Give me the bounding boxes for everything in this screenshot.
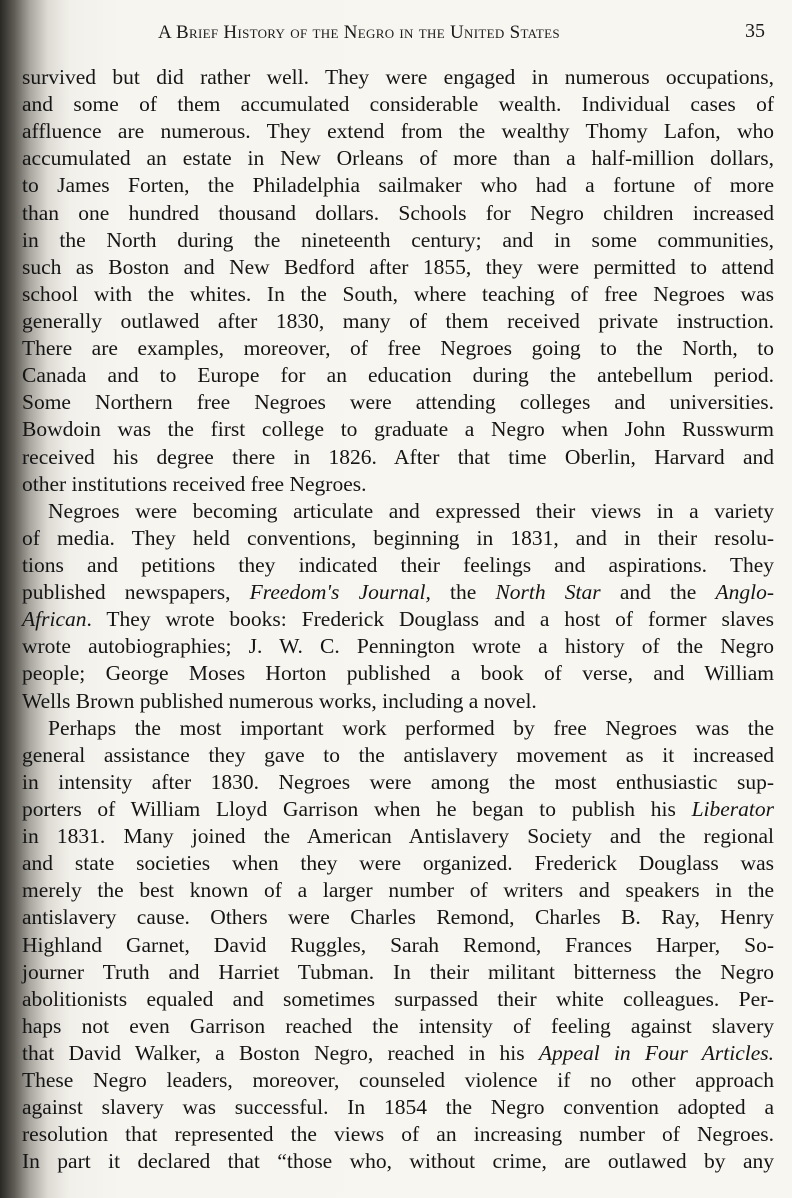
text-line: abolitionists equaled and sometimes surpassed their white colleagues. Per- [22, 986, 774, 1011]
text-line: in intensity after 1830. Negroes were among the most enthusiastic sup- [22, 769, 774, 794]
text-line: In part it declared that “those who, without crime, are outlawed by any [22, 1149, 774, 1174]
text-line: such as Boston and New Bedford after 1855, they were permitted to attend [22, 254, 774, 279]
body-text [22, 64, 774, 1175]
running-head: A Brief History of the Negro in the United States [158, 22, 560, 43]
text-line: in the North during the nineteenth century; and in some communities, [22, 227, 774, 252]
text-line: wrote autobiographies; J. W. C. Pennington wrote a history of the Negro [22, 634, 774, 659]
text-line: accumulated an estate in New Orleans of more than a half-million dollars, [22, 146, 774, 171]
text-line: people; George Moses Horton published a book of verse, and William [22, 661, 774, 686]
text-line: haps not even Garrison reached the intensity of feeling against slavery [22, 1013, 774, 1038]
text-line: journer Truth and Harriet Tubman. In their militant bitterness the Negro [22, 959, 774, 984]
page-number: 35 [745, 20, 765, 42]
text-line: generally outlawed after 1830, many of them received private instruction. [22, 308, 774, 333]
text-line: tions and petitions they indicated their feelings and aspirations. They [22, 552, 774, 577]
text-line: resolution that represented the views of an increasing number of Negroes. [22, 1122, 774, 1147]
text-line: affluence are numerous. They extend from the wealthy Thomy Lafon, who [22, 119, 774, 144]
text-line: received his degree there in 1826. After that time Oberlin, Harvard and [22, 444, 774, 469]
text-line: and some of them accumulated considerable wealth. Individual cases of [22, 92, 774, 117]
page-header [0, 18, 792, 48]
text-line: These Negro leaders, moreover, counseled violence if no other approach [22, 1068, 774, 1093]
text-line: merely the best known of a larger number of writers and speakers in the [22, 878, 774, 903]
text-line: published newspapers, Freedom's Journal, the North Star and the Anglo- [22, 580, 775, 605]
text-line: school with the whites. In the South, where teaching of free Negroes was [22, 281, 774, 306]
text-line: Wells Brown published numerous works, including a novel. [22, 688, 537, 713]
text-line: Perhaps the most important work performed by free Negroes was the [48, 715, 774, 740]
text-line: to James Forten, the Philadelphia sailmaker who had a fortune of more [22, 173, 774, 198]
text-line: against slavery was successful. In 1854 the Negro convention adopted a [22, 1095, 774, 1120]
text-line: other institutions received free Negroes. [22, 471, 367, 496]
text-line: porters of William Lloyd Garrison when he began to publish his Liberator [22, 796, 774, 821]
text-line: survived but did rather well. They were engaged in numerous occupations, [22, 65, 774, 89]
text-line: African. They wrote books: Frederick Douglass and a host of former slaves [22, 607, 774, 632]
text-line: that David Walker, a Boston Negro, reached in his Appeal in Four Articles. [22, 1040, 775, 1065]
text-line: Canada and to Europe for an education during the antebellum period. [22, 363, 774, 388]
text-line: Bowdoin was the first college to graduate a Negro when John Russwurm [22, 417, 774, 442]
text-line: antislavery cause. Others were Charles Remond, Charles B. Ray, Henry [22, 905, 774, 930]
text-line: Some Northern free Negroes were attending colleges and universities. [22, 390, 774, 415]
text-line: in 1831. Many joined the American Antislavery Society and the regional [22, 824, 774, 849]
text-line: general assistance they gave to the antislavery movement as it increased [22, 742, 774, 767]
text-line: of media. They held conventions, beginning in 1831, and in their resolu- [22, 525, 774, 550]
text-line: than one hundred thousand dollars. Schools for Negro children increased [22, 200, 774, 225]
text-line: Negroes were becoming articulate and expressed their views in a variety [48, 498, 774, 523]
text-line: There are examples, moreover, of free Negroes going to the North, to [22, 336, 774, 361]
text-line: and state societies when they were organized. Frederick Douglass was [22, 851, 774, 876]
text-line: Highland Garnet, David Ruggles, Sarah Remond, Frances Harper, So- [22, 932, 774, 957]
